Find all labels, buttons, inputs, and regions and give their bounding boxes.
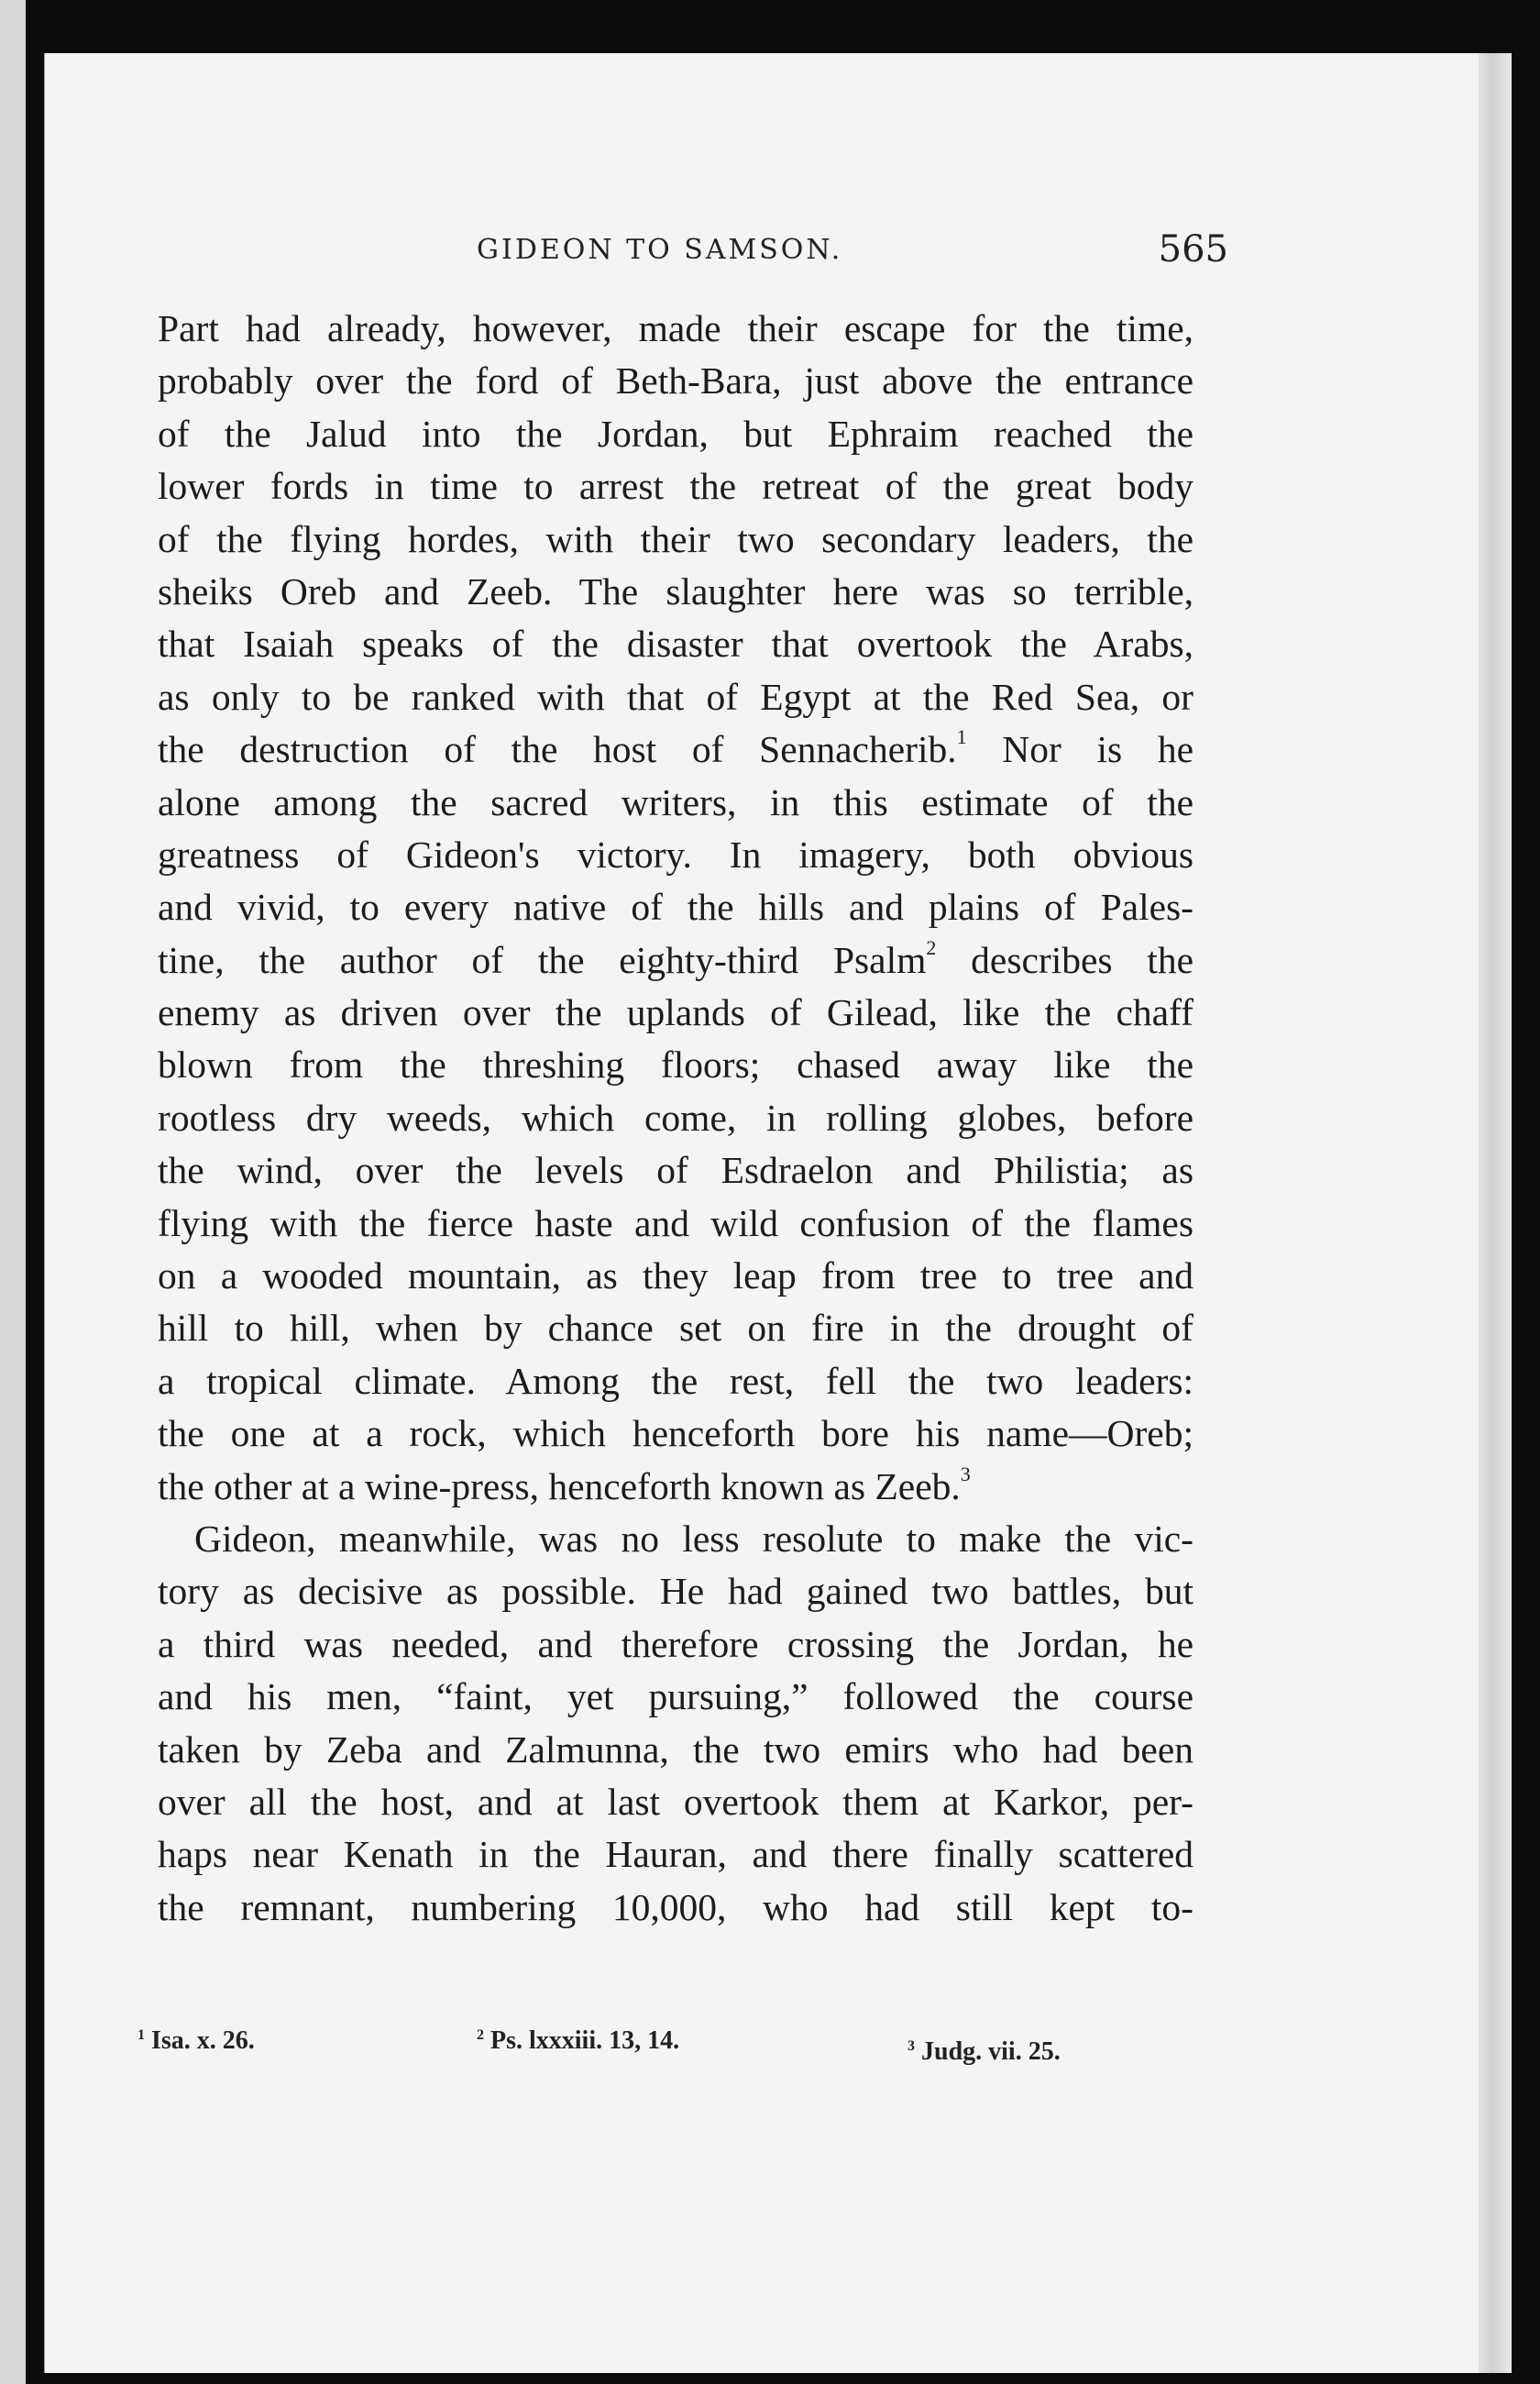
text-line: taken by Zeba and Zalmunna, the two emirs who had been <box>158 1727 1194 1771</box>
text-segment: the other at a wine-press, henceforth known as Zeeb. <box>158 1464 961 1507</box>
footnote-ref-1: 1 <box>956 725 967 749</box>
text-line: and his men, “faint, yet pursuing,” followed the course <box>158 1675 1194 1718</box>
text-line: the one at a rock, which henceforth bore his name—Oreb; <box>158 1412 1194 1455</box>
text-segment: the destruction of the host of Sennacherib. <box>158 728 957 771</box>
footnote-3 <box>908 2037 1061 2067</box>
text-line: rootless dry weeds, which come, in rolling globes, before <box>158 1096 1194 1139</box>
text-line: of the Jalud into the Jordan, but Ephraim reached the <box>158 412 1194 455</box>
body-text <box>158 303 1194 1934</box>
footnote-ref-3: 3 <box>960 1462 971 1485</box>
running-head: GIDEON TO SAMSON. <box>477 234 843 266</box>
text-segment: tine, the author of the eighty-third Psalm <box>158 938 927 981</box>
text-line: on a wooded mountain, as they leap from tree to tree and <box>158 1254 1194 1297</box>
footnotes <box>138 2026 1128 2066</box>
footnote-2 <box>477 2026 679 2056</box>
text-line: a third was needed, and therefore crossing the Jordan, he <box>158 1622 1194 1665</box>
text-line: probably over the ford of Beth-Bara, just above the entrance <box>158 359 1194 403</box>
text-line: over all the host, and at last overtook them at Karkor, per- <box>158 1780 1194 1823</box>
text-line: sheiks Oreb and Zeeb. The slaughter here was so terrible, <box>158 569 1194 613</box>
footnote-text: Ps. lxxxiii. 13, 14. <box>490 2026 680 2055</box>
text-line: enemy as driven over the uplands of Gilead, like the chaff <box>158 991 1194 1034</box>
adjacent-page-edge <box>0 0 26 2384</box>
footnote-1 <box>138 2026 255 2056</box>
footnote-text: Isa. x. 26. <box>151 2026 255 2055</box>
text-line: the remnant, numbering 10,000, who had still kept to- <box>158 1885 1194 1928</box>
text-line: haps near Kenath in the Hauran, and there finally scattered <box>158 1833 1194 1876</box>
text-line <box>158 934 1194 987</box>
page-number: 565 <box>1158 228 1228 270</box>
text-line: a tropical climate. Among the rest, fell the two leaders: <box>158 1359 1194 1402</box>
page-header <box>431 225 1228 280</box>
text-line: blown from the threshing floors; chased away like the <box>158 1043 1194 1087</box>
text-line <box>158 723 1194 776</box>
text-line: Part had already, however, made their escape for the time, <box>158 307 1194 349</box>
text-line: and vivid, to every native of the hills and plains of Pales- <box>158 886 1194 929</box>
text-line: tory as decisive as possible. He had gained two battles, but <box>158 1570 1194 1613</box>
page-edge-shading <box>1479 53 1512 2373</box>
footnote-marker: 3 <box>908 2038 915 2054</box>
text-line: Gideon, meanwhile, was no less resolute to make the vic- <box>194 1517 1194 1560</box>
text-line <box>158 1461 1194 1513</box>
text-segment: Nor is he <box>1002 728 1194 771</box>
text-line: that Isaiah speaks of the disaster that overtook the Arabs, <box>158 623 1194 666</box>
footnote-marker: 2 <box>477 2027 484 2043</box>
text-line: as only to be ranked with that of Egypt at the Red Sea, or <box>158 675 1194 718</box>
text-line: hill to hill, when by chance set on fire in the drought of <box>158 1307 1194 1350</box>
text-line: greatness of Gideon's victory. In imagery, both obvious <box>158 833 1194 876</box>
text-line: flying with the fierce haste and wild confusion of the flames <box>158 1201 1194 1244</box>
footnote-text: Judg. vii. 25. <box>921 2037 1061 2066</box>
text-line: alone among the sacred writers, in this estimate of the <box>158 780 1194 823</box>
footnote-ref-2: 2 <box>926 935 937 959</box>
text-line: the wind, over the levels of Esdraelon and Philistia; as <box>158 1149 1194 1192</box>
text-line: lower fords in time to arrest the retreat of the great body <box>158 465 1194 508</box>
text-line: of the flying hordes, with their two secondary leaders, the <box>158 517 1194 560</box>
text-segment: describes the <box>971 938 1194 981</box>
footnote-marker: 1 <box>138 2027 145 2043</box>
